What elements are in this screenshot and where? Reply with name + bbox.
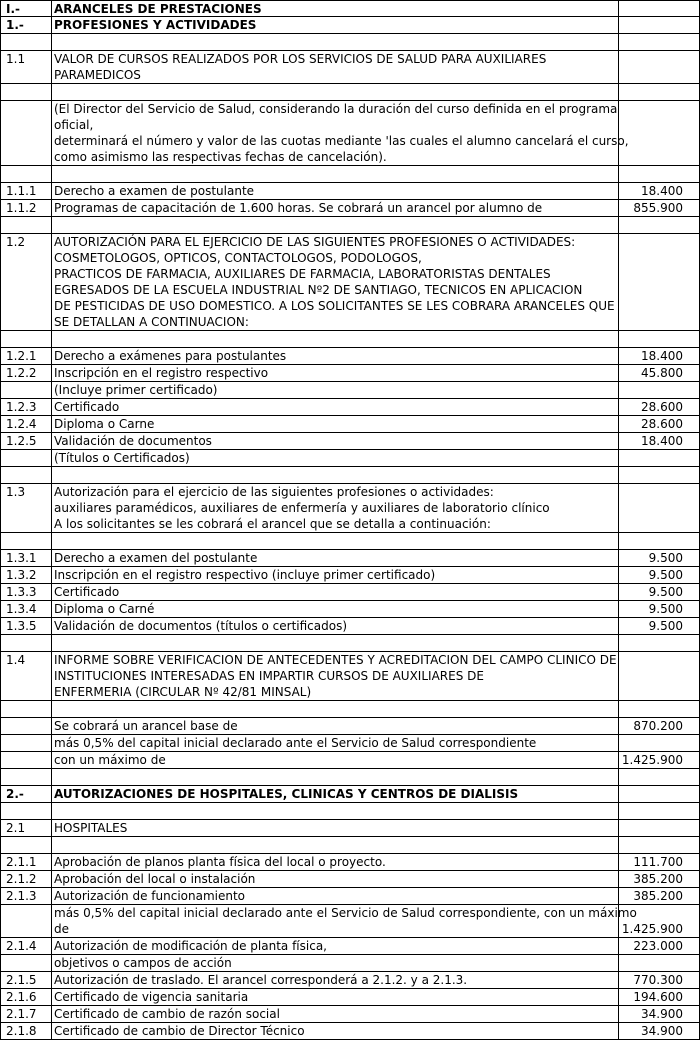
- row-description: [52, 769, 619, 785]
- row-description: [52, 905, 637, 937]
- description-line: A los solicitantes se les cobrará el arancel que se detalla a continuación:: [54, 517, 491, 531]
- row-description: [52, 183, 619, 199]
- row-amount: 34.900: [641, 1007, 683, 1021]
- description-line: Certificado: [54, 400, 120, 414]
- row-amount: [619, 467, 699, 483]
- description-line: Derecho a exámenes para postulantes: [54, 349, 287, 363]
- table-row: [0, 484, 700, 533]
- description-line: AUTORIZACIONES DE HOSPITALES, CLINICAS Y CENTROS DE DIALISIS: [54, 787, 519, 801]
- row-description: [52, 567, 619, 583]
- row-amount: [619, 331, 699, 347]
- description-line: SE DETALLAN A CONTINUACION:: [54, 315, 249, 329]
- row-description: [52, 450, 619, 466]
- row-description: [52, 166, 619, 182]
- table-row: [0, 0, 700, 17]
- row-code: 1.2.4: [1, 416, 52, 432]
- description-line: Aprobación del local o instalación: [54, 872, 256, 886]
- row-amount: [619, 1, 699, 16]
- table-row: [0, 166, 700, 183]
- row-code: 2.1.8: [1, 1023, 52, 1039]
- row-amount: 18.400: [641, 434, 683, 448]
- row-code: 2.-: [1, 786, 52, 802]
- row-amount: 1.425.900: [621, 922, 683, 936]
- row-code: [1, 34, 52, 50]
- row-description: [52, 718, 619, 734]
- row-amount: 870.200: [633, 719, 683, 733]
- row-amount: 34.900: [641, 1024, 683, 1038]
- table-row: [0, 635, 700, 652]
- row-code: [1, 331, 52, 347]
- description-line: (El Director del Servicio de Salud, considerando la duración del curso definida en el programa: [54, 102, 618, 116]
- row-description: [52, 234, 619, 330]
- description-line: de: [54, 922, 69, 936]
- row-amount: 194.600: [633, 990, 683, 1004]
- row-code: I.-: [1, 1, 52, 16]
- row-description: [52, 972, 619, 988]
- row-description: [52, 416, 619, 432]
- row-code: [1, 752, 52, 768]
- table-row: [0, 837, 700, 854]
- description-line: INFORME SOBRE VERIFICACION DE ANTECEDENTES Y ACREDITACION DEL CAMPO CLINICO DE: [54, 653, 617, 667]
- table-row: [0, 652, 700, 701]
- row-code: 2.1.7: [1, 1006, 52, 1022]
- row-code: 2.1: [1, 820, 52, 836]
- row-code: [1, 450, 52, 466]
- table-row: [0, 365, 700, 382]
- row-amount: [619, 234, 699, 330]
- row-amount: [619, 820, 699, 836]
- description-line: Autorización de traslado. El arancel corresponderá a 2.1.2. y a 2.1.3.: [54, 973, 468, 987]
- row-description: [52, 84, 619, 100]
- row-amount: [619, 635, 699, 651]
- table-row: [0, 467, 700, 484]
- row-description: [52, 550, 619, 566]
- table-row: [0, 550, 700, 567]
- table-row: [0, 601, 700, 618]
- row-code: 1.3.4: [1, 601, 52, 617]
- row-description: [52, 533, 619, 549]
- table-row: [0, 1006, 700, 1023]
- table-row: [0, 183, 700, 200]
- row-code: 1.1.1: [1, 183, 52, 199]
- description-line: auxiliares paramédicos, auxiliares de enfermería y auxiliares de laboratorio clínico: [54, 501, 550, 515]
- row-code: 2.1.3: [1, 888, 52, 904]
- table-row: [0, 718, 700, 735]
- table-row: [0, 955, 700, 972]
- table-row: [0, 701, 700, 718]
- row-description: [52, 786, 619, 802]
- row-description: [52, 399, 619, 415]
- row-code: [1, 803, 52, 819]
- row-code: [1, 955, 52, 971]
- table-row: [0, 433, 700, 450]
- row-code: [1, 837, 52, 853]
- description-line: HOSPITALES: [54, 821, 128, 835]
- row-code: [1, 217, 52, 233]
- row-amount: 45.800: [641, 366, 683, 380]
- table-row: [0, 786, 700, 803]
- description-line: determinará el número y valor de las cuotas mediante 'las cuales el alumno cancelará el curso,: [54, 134, 629, 148]
- description-line: más 0,5% del capital inicial declarado ante el Servicio de Salud correspondiente: [54, 736, 537, 750]
- table-row: [0, 34, 700, 51]
- table-row: [0, 234, 700, 331]
- row-code: 2.1.1: [1, 854, 52, 870]
- row-description: [52, 1, 619, 16]
- row-code: 1.1.2: [1, 200, 52, 216]
- description-line: (Títulos o Certificados): [54, 451, 190, 465]
- row-amount: [619, 955, 699, 971]
- row-code: 1.3.2: [1, 567, 52, 583]
- row-code: 2.1.6: [1, 989, 52, 1005]
- row-amount: 385.200: [633, 872, 683, 886]
- row-amount: 223.000: [633, 939, 683, 953]
- row-amount: 9.500: [648, 551, 683, 565]
- table-row: [0, 200, 700, 217]
- description-line: Validación de documentos (títulos o certificados): [54, 619, 348, 633]
- row-description: [52, 1023, 619, 1039]
- row-code: 1.2.1: [1, 348, 52, 364]
- row-description: [52, 752, 619, 768]
- row-amount: [619, 166, 699, 182]
- row-description: [52, 854, 619, 870]
- description-line: (Incluye primer certificado): [54, 383, 218, 397]
- table-row: [0, 331, 700, 348]
- table-row: [0, 533, 700, 550]
- row-amount: [619, 84, 699, 100]
- row-amount: [619, 735, 699, 751]
- table-row: [0, 769, 700, 786]
- row-amount: 855.900: [633, 201, 683, 215]
- table-row: [0, 888, 700, 905]
- description-line: Inscripción en el registro respectivo: [54, 366, 269, 380]
- table-row: [0, 1023, 700, 1040]
- row-amount: [619, 652, 699, 700]
- table-row: [0, 905, 700, 938]
- row-description: [52, 837, 619, 853]
- row-amount: 9.500: [648, 619, 683, 633]
- description-line: Diploma o Carne: [54, 417, 155, 431]
- row-amount: [619, 769, 699, 785]
- description-line: Se cobrará un arancel base de: [54, 719, 238, 733]
- description-line: Inscripción en el registro respectivo (incluye primer certificado): [54, 568, 436, 582]
- table-row: [0, 17, 700, 34]
- row-amount: [619, 701, 699, 717]
- row-code: [1, 905, 52, 937]
- row-code: [1, 635, 52, 651]
- row-description: [52, 200, 619, 216]
- description-line: Autorización de modificación de planta física,: [54, 939, 327, 953]
- description-line: con un máximo de: [54, 753, 166, 767]
- table-row: [0, 803, 700, 820]
- description-line: AUTORIZACIÓN PARA EL EJERCICIO DE LAS SIGUIENTES PROFESIONES O ACTIVIDADES:: [54, 235, 576, 249]
- description-line: Certificado de cambio de razón social: [54, 1007, 280, 1021]
- row-amount: [619, 450, 699, 466]
- description-line: PARAMEDICOS: [54, 68, 141, 82]
- description-line: Derecho a examen de postulante: [54, 184, 255, 198]
- description-line: INSTITUCIONES INTERESADAS EN IMPARTIR CURSOS DE AUXILIARES DE: [54, 669, 484, 683]
- table-row: [0, 618, 700, 635]
- row-description: [52, 618, 619, 634]
- table-row: [0, 567, 700, 584]
- row-code: 1.3.5: [1, 618, 52, 634]
- row-code: 1.2.3: [1, 399, 52, 415]
- row-code: [1, 101, 52, 165]
- description-line: Autorización para el ejercicio de las siguientes profesiones o actividades:: [54, 485, 494, 499]
- table-row: [0, 382, 700, 399]
- row-amount: [619, 382, 699, 398]
- row-code: 1.2: [1, 234, 52, 330]
- row-amount: [619, 217, 699, 233]
- table-row: [0, 450, 700, 467]
- row-code: 2.1.2: [1, 871, 52, 887]
- row-description: [52, 331, 619, 347]
- description-line: Validación de documentos: [54, 434, 212, 448]
- row-amount: [619, 837, 699, 853]
- row-code: [1, 718, 52, 734]
- row-description: [52, 938, 619, 954]
- row-amount: 28.600: [641, 417, 683, 431]
- row-description: [52, 365, 619, 381]
- row-amount: 18.400: [641, 184, 683, 198]
- row-amount: [619, 803, 699, 819]
- row-amount: [619, 34, 699, 50]
- description-line: PRACTICOS DE FARMACIA, AUXILIARES DE FARMACIA, LABORATORISTAS DENTALES: [54, 267, 551, 281]
- row-description: [52, 51, 619, 83]
- row-description: [52, 467, 619, 483]
- row-description: [52, 820, 619, 836]
- row-amount: 111.700: [633, 855, 683, 869]
- row-description: [52, 955, 619, 971]
- description-line: COSMETOLOGOS, OPTICOS, CONTACTOLOGOS, PODOLOGOS,: [54, 251, 422, 265]
- row-code: 1.3.3: [1, 584, 52, 600]
- description-line: Aprobación de planos planta física del local o proyecto.: [54, 855, 386, 869]
- row-description: [52, 735, 619, 751]
- row-description: [52, 584, 619, 600]
- row-description: [52, 217, 619, 233]
- row-code: 2.1.4: [1, 938, 52, 954]
- row-description: [52, 101, 629, 165]
- description-line: Certificado de cambio de Director Técnico: [54, 1024, 305, 1038]
- row-code: [1, 467, 52, 483]
- row-amount: [619, 786, 699, 802]
- row-amount: [619, 51, 699, 83]
- row-code: 1.-: [1, 17, 52, 33]
- row-description: [52, 348, 619, 364]
- row-amount: 28.600: [641, 400, 683, 414]
- row-code: [1, 84, 52, 100]
- row-description: [52, 871, 619, 887]
- row-description: [52, 601, 619, 617]
- row-code: 1.2.2: [1, 365, 52, 381]
- table-row: [0, 348, 700, 365]
- row-amount: 9.500: [648, 568, 683, 582]
- description-line: Derecho a examen del postulante: [54, 551, 258, 565]
- row-description: [52, 701, 619, 717]
- row-description: [52, 1006, 619, 1022]
- table-row: [0, 101, 700, 166]
- row-description: [52, 989, 619, 1005]
- row-code: 1.1: [1, 51, 52, 83]
- row-code: [1, 533, 52, 549]
- row-description: [52, 484, 619, 532]
- table-row: [0, 854, 700, 871]
- row-code: [1, 166, 52, 182]
- table-row: [0, 871, 700, 888]
- description-line: ARANCELES DE PRESTACIONES: [54, 2, 262, 16]
- row-amount: 385.200: [633, 889, 683, 903]
- row-description: [52, 652, 619, 700]
- row-code: 2.1.5: [1, 972, 52, 988]
- row-code: [1, 735, 52, 751]
- table-row: [0, 752, 700, 769]
- description-line: ENFERMERIA (CIRCULAR Nº 42/81 MINSAL): [54, 685, 312, 699]
- description-line: Diploma o Carné: [54, 602, 155, 616]
- row-code: [1, 769, 52, 785]
- table-row: [0, 989, 700, 1006]
- row-amount: 1.425.900: [621, 753, 683, 767]
- table-row: [0, 972, 700, 989]
- row-amount: 18.400: [641, 349, 683, 363]
- table-row: [0, 735, 700, 752]
- row-code: [1, 382, 52, 398]
- description-line: Certificado de vigencia sanitaria: [54, 990, 249, 1004]
- row-amount: 9.500: [648, 585, 683, 599]
- row-amount: [619, 17, 699, 33]
- row-code: 1.2.5: [1, 433, 52, 449]
- row-amount: [619, 101, 699, 165]
- row-amount: [619, 533, 699, 549]
- row-code: 1.3: [1, 484, 52, 532]
- description-line: oficial,: [54, 118, 94, 132]
- row-description: [52, 433, 619, 449]
- table-row: [0, 584, 700, 601]
- description-line: objetivos o campos de acción: [54, 956, 232, 970]
- row-amount: [619, 484, 699, 532]
- description-line: Certificado: [54, 585, 120, 599]
- row-description: [52, 803, 619, 819]
- table-row: [0, 820, 700, 837]
- description-line: Programas de capacitación de 1.600 horas. Se cobrará un arancel por alumno de: [54, 201, 543, 215]
- description-line: PROFESIONES Y ACTIVIDADES: [54, 18, 257, 32]
- table-row: [0, 217, 700, 234]
- description-line: DE PESTICIDAS DE USO DOMESTICO. A LOS SOLICITANTES SE LES COBRARA ARANCELES QUE: [54, 299, 615, 313]
- table-row: [0, 938, 700, 955]
- row-description: [52, 635, 619, 651]
- table-row: [0, 416, 700, 433]
- row-code: [1, 701, 52, 717]
- row-description: [52, 888, 619, 904]
- description-line: VALOR DE CURSOS REALIZADOS POR LOS SERVICIOS DE SALUD PARA AUXILIARES: [54, 52, 547, 66]
- description-line: más 0,5% del capital inicial declarado ante el Servicio de Salud correspondiente, con un máximo: [54, 906, 637, 920]
- row-code: 1.4: [1, 652, 52, 700]
- row-description: [52, 34, 619, 50]
- row-amount: 9.500: [648, 602, 683, 616]
- table-row: [0, 51, 700, 84]
- description-line: EGRESADOS DE LA ESCUELA INDUSTRIAL Nº2 DE SANTIAGO, TECNICOS EN APLICACION: [54, 283, 583, 297]
- row-code: 1.3.1: [1, 550, 52, 566]
- description-line: como asimismo las respectivas fechas de cancelación).: [54, 150, 387, 164]
- row-amount: 770.300: [633, 973, 683, 987]
- description-line: Autorización de funcionamiento: [54, 889, 246, 903]
- table-row: [0, 84, 700, 101]
- row-description: [52, 382, 619, 398]
- row-description: [52, 17, 619, 33]
- table-row: [0, 399, 700, 416]
